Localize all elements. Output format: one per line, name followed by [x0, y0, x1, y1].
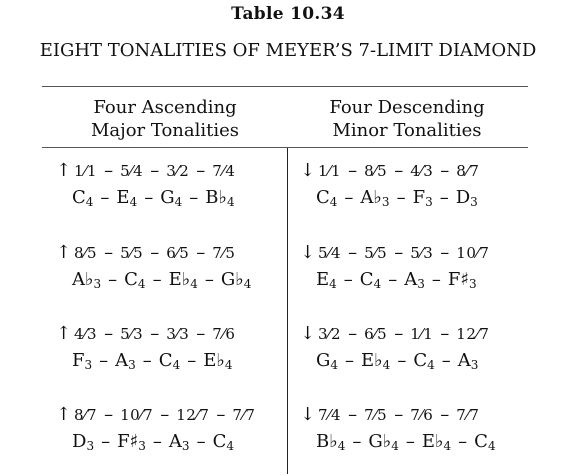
note: [72, 187, 93, 208]
dash-separator: –: [388, 269, 398, 290]
ratio: 5⁄5: [120, 244, 144, 262]
dash-separator: –: [100, 187, 110, 208]
arrow-down-icon: ↓: [300, 323, 316, 344]
note-name: C: [474, 431, 488, 452]
dash-separator: –: [101, 431, 111, 452]
note-octave: 3: [470, 195, 478, 209]
ratio: 7⁄5: [212, 244, 236, 262]
note-octave: 3: [181, 439, 190, 453]
note-name: E♭: [421, 431, 444, 452]
dash-separator: –: [104, 160, 114, 181]
note: [404, 269, 425, 290]
ratio: 5⁄3: [410, 244, 434, 262]
note-row: [56, 266, 251, 294]
note: [213, 431, 234, 452]
dash-separator: –: [440, 242, 450, 263]
note: [368, 431, 399, 452]
dash-separator: –: [150, 160, 160, 181]
note: [361, 350, 390, 371]
ratio: 7⁄4: [318, 406, 342, 424]
note-octave: 4: [330, 358, 339, 372]
note-octave: 3: [93, 277, 102, 291]
ratio: 6⁄5: [166, 244, 190, 262]
note: [456, 187, 478, 208]
dash-separator: –: [108, 269, 118, 290]
note-octave: 4: [129, 195, 138, 209]
note-row: [56, 428, 255, 456]
dash-separator: –: [348, 160, 358, 181]
ratio: 4⁄3: [74, 325, 98, 343]
note: [316, 269, 337, 290]
note-name: C: [158, 350, 173, 371]
note-name: D: [72, 431, 87, 452]
note-row: [300, 428, 496, 456]
note-name: A: [168, 431, 182, 452]
ratio: 7⁄7: [232, 406, 256, 424]
note-octave: 3: [84, 358, 93, 372]
note-octave: 3: [128, 358, 136, 372]
dash-separator: –: [216, 404, 226, 425]
note-octave: 4: [427, 358, 435, 372]
note-name: C: [316, 187, 330, 208]
dash-separator: –: [196, 323, 206, 344]
note: [72, 431, 94, 452]
table-number: Table 10.34: [231, 4, 345, 24]
ratio: 1⁄1: [318, 162, 342, 180]
dash-separator: –: [344, 187, 354, 208]
note: [316, 187, 337, 208]
ratio: 8⁄7: [74, 406, 98, 424]
arrow-down-icon: ↓: [300, 242, 316, 263]
ratio-row: [300, 321, 489, 347]
note: [360, 269, 381, 290]
ratio: 3⁄2: [318, 325, 342, 343]
note: [458, 350, 479, 371]
note-name: F♯: [447, 269, 470, 290]
note: [169, 269, 198, 290]
dash-separator: –: [189, 187, 199, 208]
ratio-row: [56, 402, 255, 428]
arrow-up-icon: ↑: [56, 160, 72, 181]
ratio: 3⁄3: [166, 325, 190, 343]
note-octave: 4: [382, 358, 391, 372]
note-octave: 4: [224, 358, 233, 372]
note-octave: 4: [174, 195, 183, 209]
note-name: E: [116, 187, 130, 208]
note-octave: 3: [381, 195, 390, 209]
note-name: A: [404, 269, 418, 290]
descending-tonality: [300, 402, 496, 456]
dash-separator: –: [152, 269, 162, 290]
note: [360, 187, 389, 208]
dash-separator: –: [196, 160, 206, 181]
dash-separator: –: [431, 269, 441, 290]
note-name: C: [212, 431, 227, 452]
note-name: G♭: [368, 431, 392, 452]
note: [72, 269, 101, 290]
dash-separator: –: [196, 242, 206, 263]
descending-tonality: [300, 240, 489, 294]
ratio: 7⁄6: [410, 406, 434, 424]
note-name: C: [72, 187, 86, 208]
note-octave: 4: [190, 277, 198, 291]
note: [72, 350, 92, 371]
header-descending-line1: Four Descending: [329, 97, 485, 118]
arrow-down-icon: ↓: [300, 160, 316, 181]
dash-separator: –: [152, 431, 162, 452]
note-name: C: [124, 269, 138, 290]
note-octave: 4: [226, 195, 235, 209]
dash-separator: –: [150, 242, 160, 263]
dash-separator: –: [144, 187, 154, 208]
note-row: [56, 347, 235, 375]
header-descending: [287, 96, 527, 142]
note: [413, 187, 433, 208]
descending-tonality: [300, 158, 479, 212]
note-row: [300, 266, 489, 294]
note: [116, 187, 137, 208]
note: [221, 269, 252, 290]
dash-separator: –: [187, 350, 197, 371]
dash-separator: –: [394, 160, 404, 181]
note-octave: 4: [172, 358, 181, 372]
note-name: E♭: [361, 350, 383, 371]
dash-separator: –: [99, 350, 109, 371]
dash-separator: –: [142, 350, 152, 371]
dash-separator: –: [440, 404, 450, 425]
note-octave: 4: [373, 277, 382, 291]
ratio: 8⁄7: [456, 162, 480, 180]
dash-separator: –: [396, 187, 406, 208]
note-name: E: [316, 269, 330, 290]
arrow-up-icon: ↑: [56, 404, 72, 425]
dash-separator: –: [440, 160, 450, 181]
dash-separator: –: [348, 242, 358, 263]
note-row: [56, 184, 235, 212]
ratio-row: [56, 321, 235, 347]
ratio: 5⁄3: [120, 325, 144, 343]
ratio-row: [56, 158, 235, 184]
dash-separator: –: [150, 323, 160, 344]
arrow-down-icon: ↓: [300, 404, 316, 425]
note: [413, 350, 434, 371]
note: [474, 431, 495, 452]
dash-separator: –: [345, 350, 355, 371]
note-octave: 4: [329, 277, 337, 291]
ratio: 8⁄5: [364, 162, 388, 180]
note-name: B♭: [316, 431, 338, 452]
note-name: C: [413, 350, 428, 371]
note-name: G♭: [220, 269, 244, 290]
note-row: [300, 347, 489, 375]
note: [160, 187, 182, 208]
ratio: 1⁄1: [74, 162, 98, 180]
note-name: A♭: [360, 187, 382, 208]
note-octave: 4: [137, 277, 146, 291]
note-octave: 3: [86, 439, 95, 453]
descending-tonality: [300, 321, 489, 375]
ratio: 7⁄7: [456, 406, 480, 424]
note-octave: 3: [470, 358, 479, 372]
header-descending-line2: Minor Tonalities: [332, 120, 482, 141]
top-rule: [42, 86, 528, 87]
dash-separator: –: [394, 404, 404, 425]
arrow-up-icon: ↑: [56, 242, 72, 263]
ratio: 8⁄5: [74, 244, 98, 262]
ascending-tonality: [56, 158, 235, 212]
note: [316, 431, 345, 452]
dash-separator: –: [104, 323, 114, 344]
note-octave: 3: [425, 195, 433, 209]
note-name: F: [412, 187, 426, 208]
ratio: 12⁄7: [176, 406, 210, 424]
ratio: 5⁄4: [318, 244, 342, 262]
note-octave: 4: [487, 439, 496, 453]
note-name: C: [359, 269, 374, 290]
ratio-row: [300, 158, 479, 184]
ratio: 6⁄5: [364, 325, 388, 343]
note-name: G: [160, 187, 175, 208]
note: [169, 431, 190, 452]
ratio-row: [56, 240, 251, 266]
note-name: F: [72, 350, 85, 371]
note-name: D: [455, 187, 471, 208]
note-name: A♭: [72, 269, 94, 290]
ratio: 12⁄7: [456, 325, 490, 343]
note: [124, 269, 145, 290]
dash-separator: –: [394, 242, 404, 263]
dash-separator: –: [439, 187, 449, 208]
note-row: [300, 184, 479, 212]
note-octave: 3: [138, 439, 146, 453]
note-name: A: [115, 350, 129, 371]
note-octave: 4: [85, 195, 94, 209]
ratio: 4⁄3: [410, 162, 434, 180]
note: [115, 350, 136, 371]
dash-separator: –: [440, 323, 450, 344]
ratio: 5⁄5: [364, 244, 388, 262]
note-octave: 4: [443, 439, 452, 453]
note-octave: 3: [469, 277, 477, 291]
arrow-up-icon: ↑: [56, 323, 72, 344]
dash-separator: –: [160, 404, 170, 425]
ratio: 7⁄4: [212, 162, 236, 180]
ratio: 5⁄4: [120, 162, 144, 180]
note-octave: 4: [329, 195, 338, 209]
note: [205, 187, 234, 208]
ascending-tonality: [56, 402, 255, 456]
ratio: 10⁄7: [120, 406, 154, 424]
ratio: 1⁄1: [410, 325, 434, 343]
dash-separator: –: [397, 350, 407, 371]
dash-separator: –: [441, 350, 451, 371]
note-octave: 4: [243, 277, 252, 291]
dash-separator: –: [104, 404, 114, 425]
ascending-tonality: [56, 321, 235, 375]
dash-separator: –: [204, 269, 214, 290]
note-octave: 4: [337, 439, 346, 453]
ratio: 7⁄5: [364, 406, 388, 424]
dash-separator: –: [458, 431, 468, 452]
dash-separator: –: [343, 269, 353, 290]
note-name: A: [457, 350, 471, 371]
note-octave: 4: [391, 439, 399, 453]
header-rule: [42, 147, 528, 148]
note-name: E♭: [168, 269, 191, 290]
dash-separator: –: [352, 431, 362, 452]
ratio: 3⁄2: [166, 162, 190, 180]
note: [422, 431, 451, 452]
ratio: 7⁄6: [212, 325, 236, 343]
column-divider: [287, 148, 288, 474]
dash-separator: –: [104, 242, 114, 263]
note-name: B♭: [205, 187, 227, 208]
note-name: E♭: [203, 350, 225, 371]
note: [117, 431, 146, 452]
ratio: 10⁄7: [456, 244, 490, 262]
note-name: F♯: [117, 431, 139, 452]
dash-separator: –: [348, 404, 358, 425]
note: [448, 269, 477, 290]
dash-separator: –: [196, 431, 206, 452]
note-name: G: [316, 350, 331, 371]
dash-separator: –: [405, 431, 415, 452]
note: [316, 350, 338, 371]
header-ascending-line1: Four Ascending: [93, 97, 237, 118]
dash-separator: –: [348, 323, 358, 344]
note-octave: 3: [417, 277, 425, 291]
header-ascending-line2: Major Tonalities: [90, 120, 240, 141]
ratio-row: [300, 240, 489, 266]
dash-separator: –: [394, 323, 404, 344]
note: [203, 350, 232, 371]
note-octave: 4: [226, 439, 234, 453]
table-title: EIGHT TONALITIES OF MEYER’S 7-LIMIT DIAMOND: [39, 40, 537, 61]
header-ascending: [45, 96, 285, 142]
ascending-tonality: [56, 240, 251, 294]
ratio-row: [300, 402, 496, 428]
note: [159, 350, 180, 371]
